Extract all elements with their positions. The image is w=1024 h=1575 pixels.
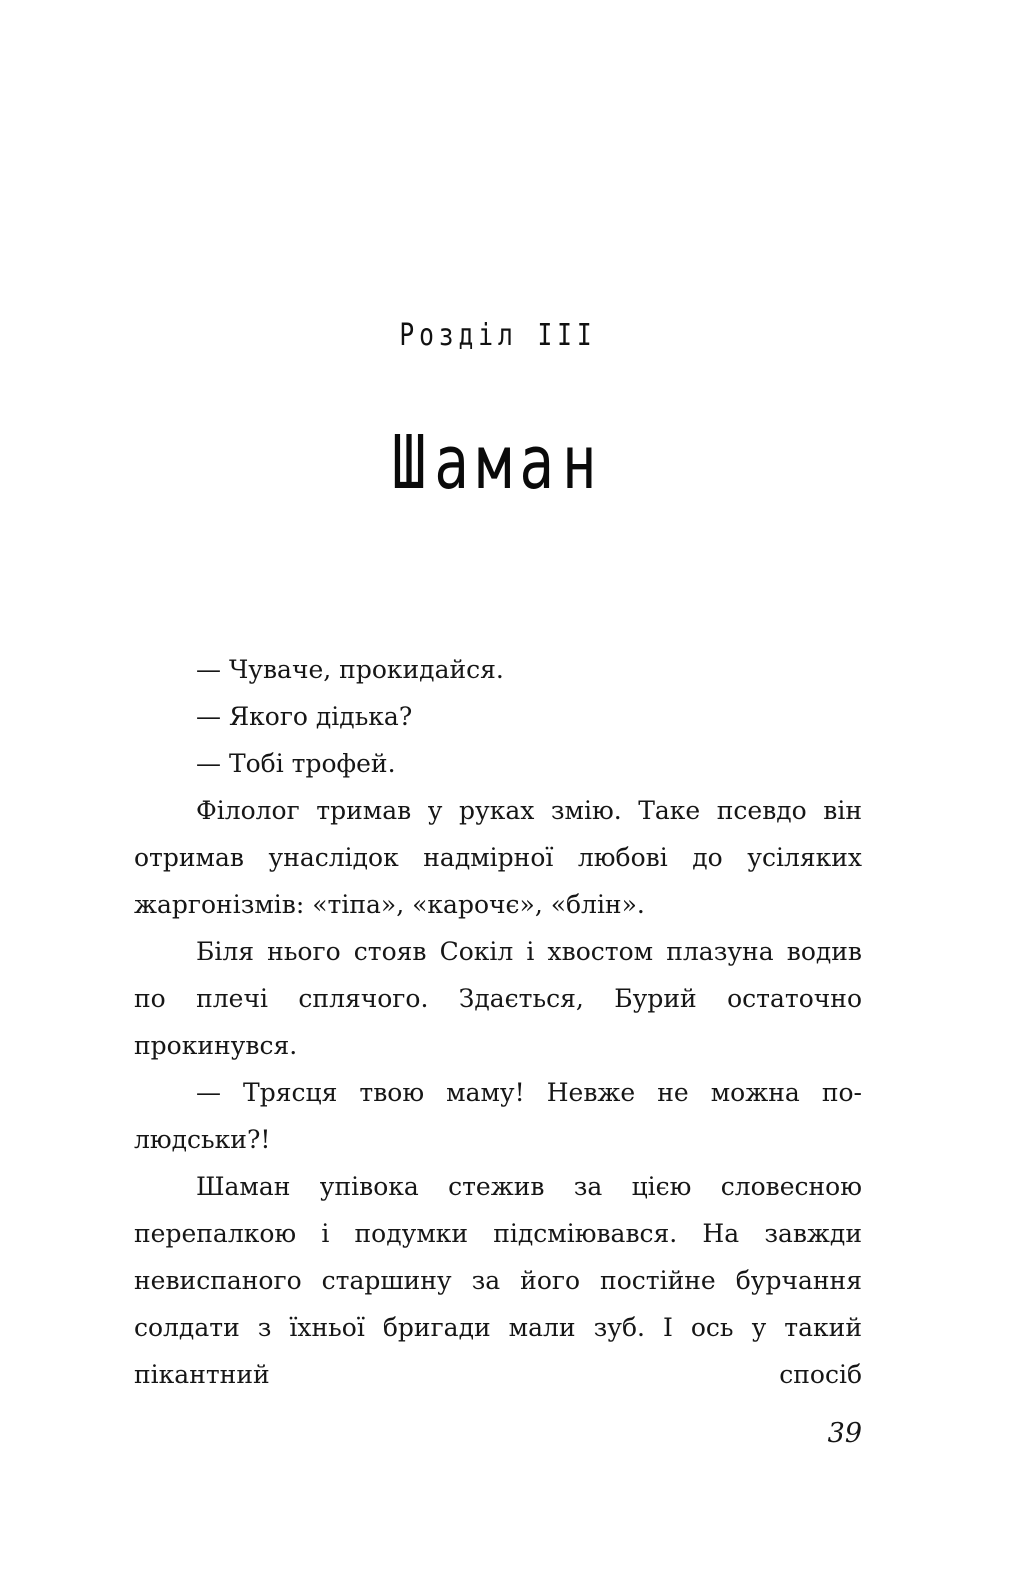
paragraph-narration-1: Філолог тримав у руках змію. Таке псевдо він отримав унаслідок надмірної любові до усіляких жаргонізмів: «тіпа», «карочє», «блін». [134,796,862,919]
paragraph-narration-2: Біля нього стояв Сокіл і хвостом плазуна водив по плечі сплячого. Здається, Бурий остаточно прокинувся. [134,937,862,1060]
chapter-title: Шаман [391,420,605,506]
paragraph-dialogue-3: — Тобі трофей. [196,749,396,778]
page-number: 39 [827,1418,862,1449]
paragraph-narration-3: Шаман упівока стежив за цією словесною перепалкою і подумки підсміювався. На завжди невиспаного старшину за його постійне бурчання солдати з їхньої бригади мали зуб. І ось у такий пікантний спосіб [134,1172,862,1389]
body-text [134,646,862,1398]
paragraph-dialogue-2: — Якого дідька? [196,702,413,731]
paragraph-dialogue-4: — Трясця твою маму! Невже не можна по-людськи?! [134,1078,862,1154]
chapter-label: Розділ III [399,318,597,353]
paragraph-dialogue-1: — Чуваче, прокидайся. [196,655,504,684]
